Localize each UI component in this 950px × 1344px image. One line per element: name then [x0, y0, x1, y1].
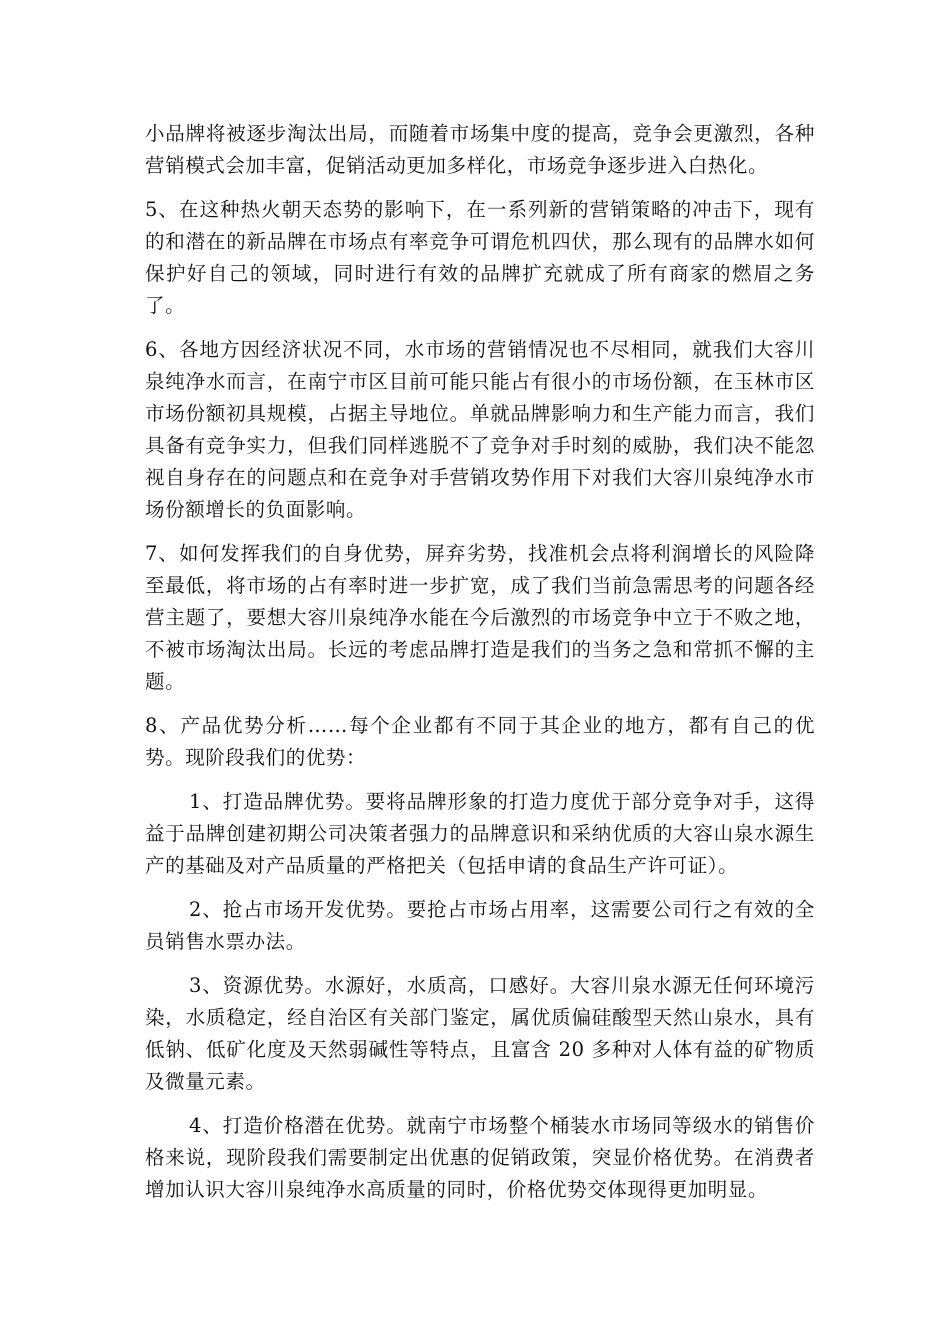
document-page — [145, 118, 815, 1218]
advantage-2-market: 2、抢占市场开发优势。要抢占市场占用率，这需要公司行之有效的全员销售水票办法。 — [145, 898, 815, 953]
paragraph-7-leverage-strengths: 7、如何发挥我们的自身优势，屏弃劣势，找准机会点将利润增长的风险降至最低，将市场的占有率时进一步扩宽，成了我们当前急需思考的问题各经营主题了，要想大容川泉纯净水能在今后激烈的市场竞争中立于不败之地，不被市场淘汰出局。长远的考虑品牌打造是我们的当务之急和常抓不懈的主题。 — [145, 542, 815, 693]
advantage-3-resources: 3、资源优势。水源好，水质高，口感好。大容川泉水源无任何环境污染，水质稳定，经自治区有关部门鉴定，属优质偏硅酸型天然山泉水，具有低钠、低矿化度及天然弱碱性等特点，且富含 20 多种对人体有益的矿物质及微量元素。 — [145, 974, 815, 1093]
paragraph-market-concentration: 小品牌将被逐步淘汰出局，而随着市场集中度的提高，竞争会更激烈，各种营销模式会加丰富，促销活动更加多样化，市场竞争逐步进入白热化。 — [145, 122, 815, 177]
paragraph-5-new-brands: 5、在这种热火朝天态势的影响下，在一系列新的营销策略的冲击下，现有的和潜在的新品牌在市场点有率竞争可谓危机四伏，那么现有的品牌水如何保护好自己的领域，同时进行有效的品牌扩充就成了所有商家的燃眉之务了。 — [145, 198, 815, 317]
paragraph-6-regional-markets: 6、各地方因经济状况不同，水市场的营销情况也不尽相同，就我们大容川泉纯净水而言，在南宁市区目前可能只能占有很小的市场份额，在玉林市区市场份额初具规模，占据主导地位。单就品牌影响力和生产能力而言，我们具备有竞争实力，但我们同样逃脱不了竞争对手时刻的威胁，我们决不能忽视自身存在的问题点和在竞争对手营销攻势作用下对我们大容川泉纯净水市场份额增长的负面影响。 — [145, 338, 815, 521]
paragraph-8-product-advantages: 8、产品优势分析……每个企业都有不同于其企业的地方，都有自己的优势。现阶段我们的优势： — [145, 714, 815, 769]
advantage-1-brand: 1、打造品牌优势。要将品牌形象的打造力度优于部分竞争对手，这得益于品牌创建初期公司决策者强力的品牌意识和采纳优质的大容山泉水源生产的基础及对产品质量的严格把关（包括申请的食品生产许可证）。 — [145, 790, 815, 877]
advantage-4-price: 4、打造价格潜在优势。就南宁市场整个桶装水市场同等级水的销售价格来说，现阶段我们需要制定出优惠的促销政策，突显价格优势。在消费者增加认识大容川泉纯净水高质量的同时，价格优势交体现得更加明显。 — [145, 1114, 815, 1201]
